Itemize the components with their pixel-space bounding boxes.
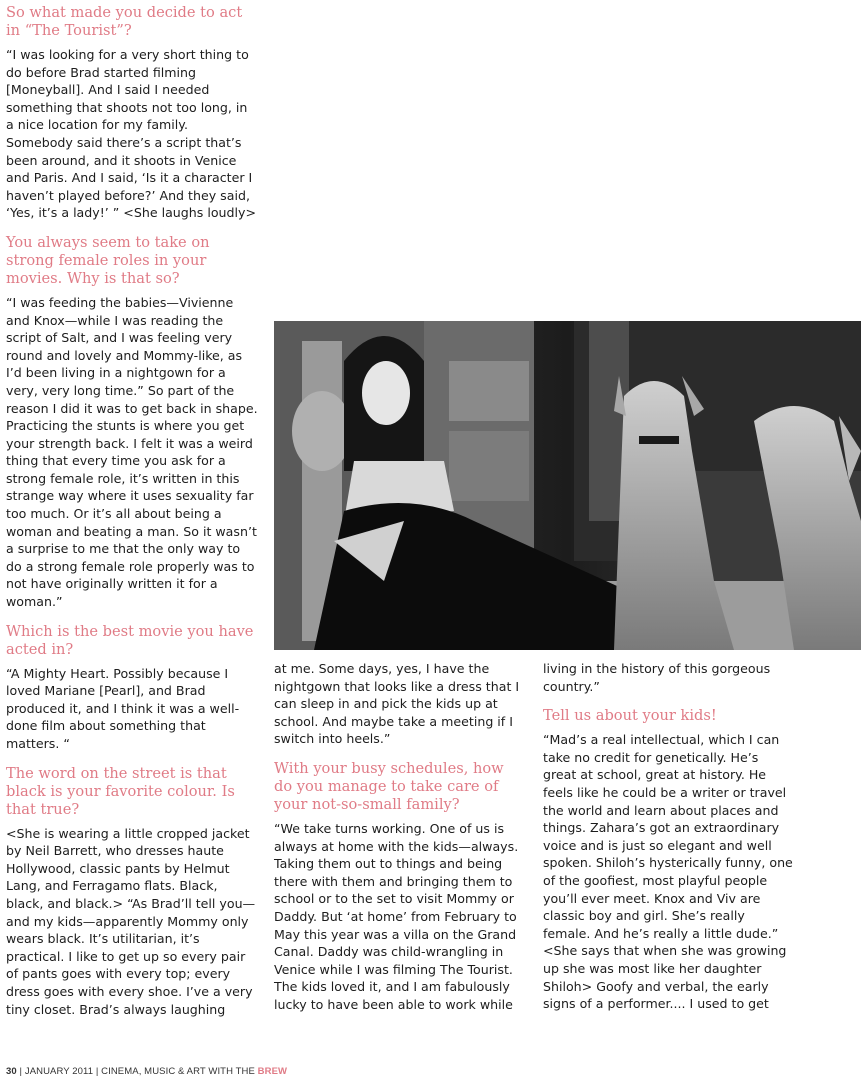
answer-3: “A Mighty Heart. Possibly because I loved Mariane [Pearl], and Brad produced it, and I think it was a well-done film about something that matters. “ — [6, 665, 240, 751]
question-6: Tell us about your kids! — [543, 707, 717, 725]
question-5: With your busy schedules, how do you manage to take care of your not-so-small family? — [274, 759, 504, 813]
answer-2: “I was feeding the babies—Vivienne and Knox—while I was reading the script of Salt, and I was feeling very round and lovely and Mommy-like, as I’d been living in a nightgown for a very, very long time.” So part of the reason I did it was to get back in shape. Practicing the stunts is where you get your strength back. I felt it was a weird thing that every time you ask for a strong female role, it’s written in this strange way where it uses sexuality far too much. Or it’s all about being a woman and beating a man. So it wasn’t a surprise to me that the only way to do a strong female role properly was to not have originally written it for a woman.” — [6, 294, 258, 610]
question-1: So what made you decide to act in “The Tourist”? — [6, 4, 243, 39]
column-left — [6, 4, 258, 1030]
answer-1: “I was looking for a very short thing to do before Brad started filming [Moneyball]. And I said I needed something that shoots not too long, in a nice location for my family. Somebody said there’s a script that’s been around, and it shoots in Venice and Paris. And I said, ‘Is it a character I haven’t played before?’ And they said, ‘Yes, it’s a lady!’ ” <She laughs loudly> — [6, 47, 257, 221]
column-right — [543, 660, 795, 1025]
answer-4: <She is wearing a little cropped jacket by Neil Barrett, who dresses haute Hollywood, classic pants by Helmut Lang, and Ferragamo flats. Black, black, and black.> “As Brad’ll tell you—and my kids—apparently Mommy only wears black. It’s utilitarian, it’s practical. I like to get up so every pair of pants goes with every top; every dress goes with every shoe. I’ve a very tiny closet. Brad’s always laughing — [6, 825, 256, 1017]
question-2: You always seem to take on strong female roles in your movies. Why is that so? — [6, 233, 210, 287]
question-4: The word on the street is that black is your favorite colour. Is that true? — [6, 764, 235, 818]
answer-6: “Mad’s a real intellectual, which I can take no credit for genetically. He’s great at school, great at history. He feels like he could be a writer or travel the world and learn about places and things. Zahara’s got an extraordinary voice and is just so elegant and well spoken. Shiloh’s hysterically funny, one of the goofiest, most playful people you’ll ever meet. Knox and Viv are classic boy and girl. She’s really female. And he’s really a little dude.” <She says that when she was growing up she was most like her daughter Shiloh> Goofy and verbal, the early signs of a performer.... I used to get — [543, 732, 793, 1012]
issue-line: | JANUARY 2011 | CINEMA, MUSIC & ART WITH THE — [19, 1066, 258, 1077]
answer-5: “We take turns working. One of us is always at home with the kids—always. Taking them out to things and being there with them and bringing them to school or to the set to visit Mommy or Daddy. But ‘at home’ from February to May this year was a villa on the Grand Canal. Daddy was child-wrangling in Venice while I was filming The Tourist. The kids loved it, and I am fabulously lucky to have been able to work while — [274, 820, 519, 1012]
page-footer — [6, 1066, 287, 1077]
answer-5-continued: living in the history of this gorgeous country.” — [543, 661, 771, 694]
question-3: Which is the best movie you have acted in? — [6, 622, 254, 658]
answer-4-continued: at me. Some days, yes, I have the nightgown that looks like a dress that I can sleep in and pick the kids up at school. And maybe take a meeting if I switch into heels.” — [274, 661, 520, 747]
photo-actress-with-dogs — [274, 321, 861, 650]
page-number: 30 — [6, 1066, 17, 1077]
brand-name: BREW — [257, 1066, 288, 1077]
column-middle — [274, 660, 520, 1026]
